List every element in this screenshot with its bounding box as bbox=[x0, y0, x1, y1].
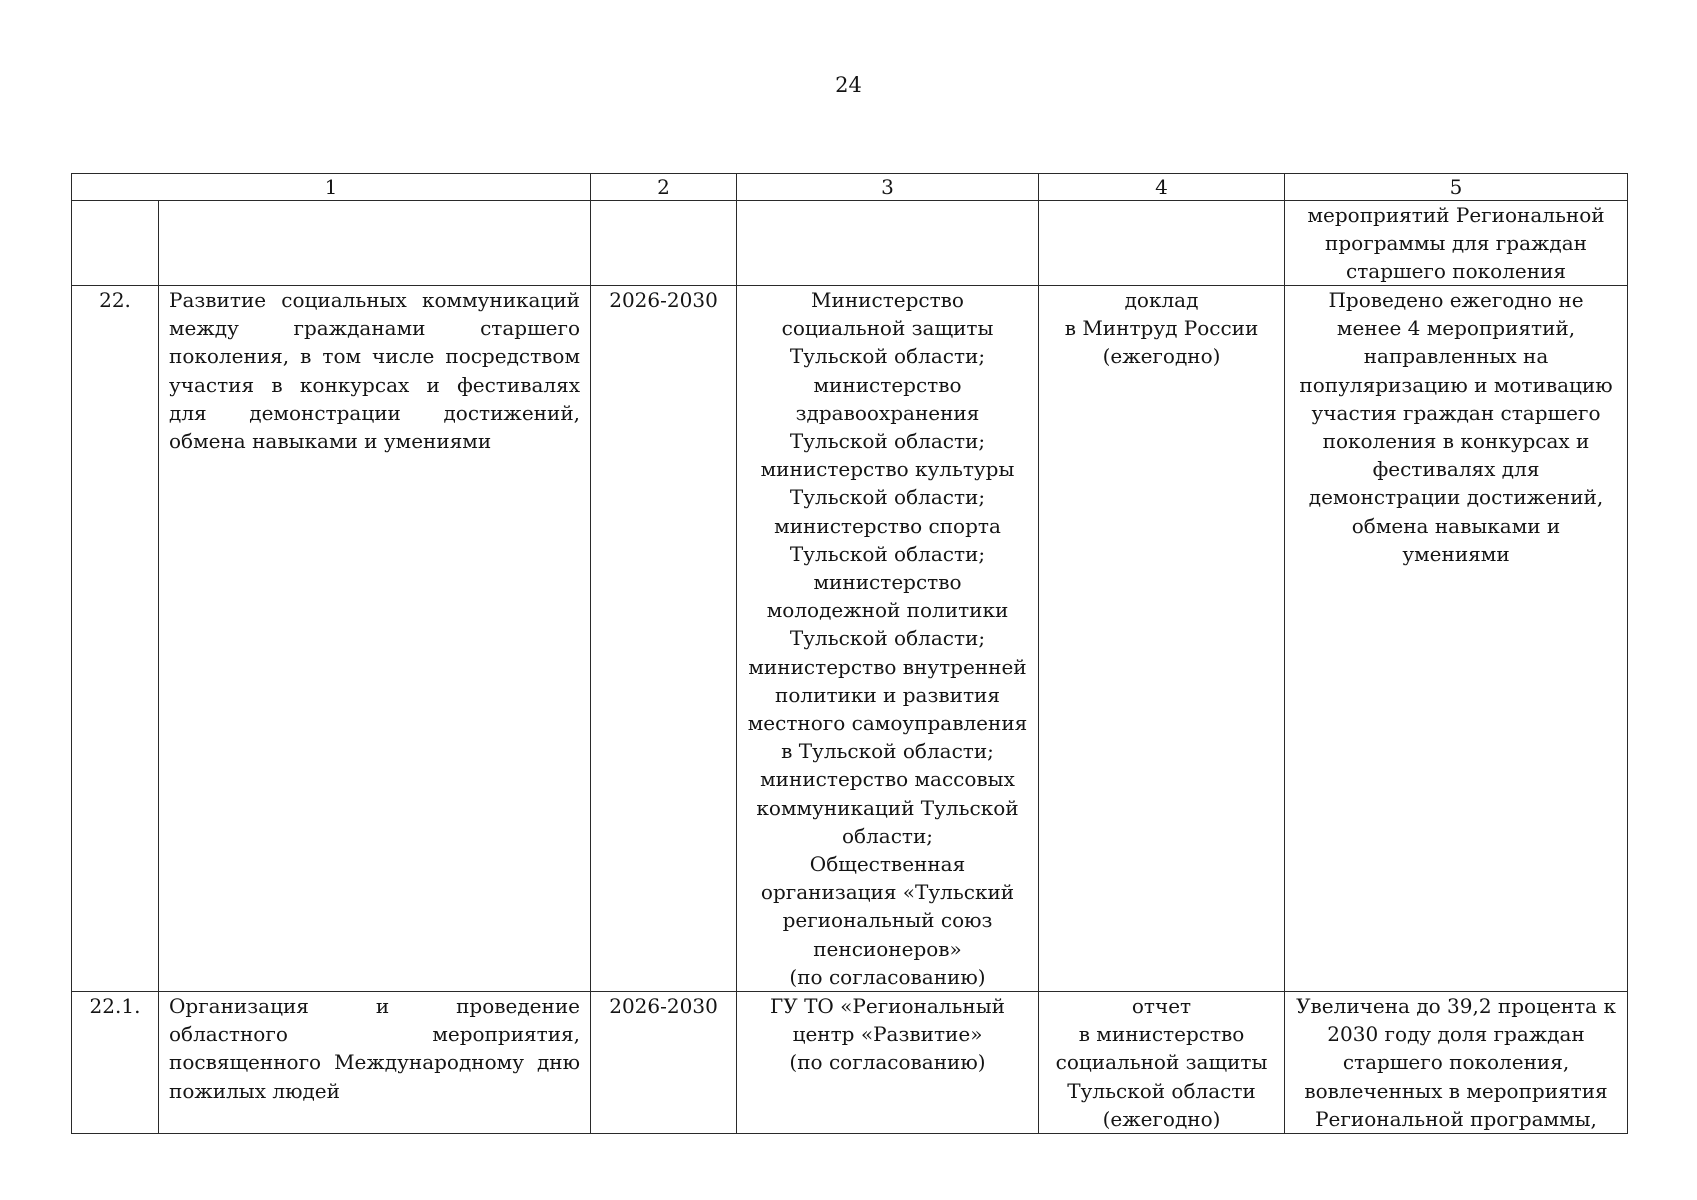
page-number: 24 bbox=[835, 73, 862, 97]
implementation-period: 2026-2030 bbox=[591, 286, 737, 992]
empty-cell bbox=[737, 201, 1039, 286]
executor-line: Общественная организация «Тульский региональный союз пенсионеров» bbox=[760, 852, 1015, 961]
executor-line: министерство спорта Тульской области; bbox=[774, 513, 1001, 566]
column-number-1: 1 bbox=[72, 174, 591, 201]
column-number-3: 3 bbox=[737, 174, 1039, 201]
report-frequency: (ежегодно) bbox=[1102, 1106, 1221, 1131]
row-number: 22.1. bbox=[72, 992, 159, 1134]
executor-line: министерство молодежной политики Тульской области; bbox=[766, 570, 1009, 651]
column-number-5: 5 bbox=[1285, 174, 1628, 201]
table-row bbox=[72, 992, 1628, 1134]
report-type: доклад bbox=[1124, 288, 1199, 312]
executors-cell bbox=[737, 992, 1039, 1134]
implementation-period: 2026-2030 bbox=[591, 992, 737, 1134]
report-frequency: (ежегодно) bbox=[1102, 344, 1221, 369]
column-number-2: 2 bbox=[591, 174, 737, 201]
empty-cell bbox=[1039, 201, 1285, 286]
continuation-results: мероприятий Региональной программы для граждан старшего поколения bbox=[1285, 201, 1628, 286]
measure-name: Развитие социальных коммуникаций между гражданами старшего поколения, в том числе посредством участия в конкурсах и фестивалях для демонстрации достижений, обмена навыками и умениями bbox=[159, 286, 591, 992]
report-type: отчет bbox=[1131, 994, 1192, 1019]
executors-cell bbox=[737, 286, 1039, 992]
expected-results: Увеличена до 39,2 процента к 2030 году доля граждан старшего поколения, вовлеченных в мероприятия Региональной программы, bbox=[1285, 992, 1628, 1134]
executor-line: министерство здравоохранения Тульской области; bbox=[789, 372, 986, 454]
table-row bbox=[72, 286, 1628, 992]
row-number: 22. bbox=[72, 286, 159, 992]
executor-note: (по согласованию) bbox=[789, 1050, 986, 1075]
executor-line: министерство внутренней политики и развития местного самоуправления в Тульской области; bbox=[747, 654, 1028, 764]
empty-cell bbox=[591, 201, 737, 286]
executor-line: ГУ ТО «Региональный центр «Развитие» bbox=[770, 994, 1005, 1047]
expected-results: Проведено ежегодно не менее 4 мероприятий, направленных на популяризацию и мотивацию участия граждан старшего поколения в конкурсах и фестивалях для демонстрации достижений, обмена навыками и умениями bbox=[1285, 286, 1628, 992]
measures-table bbox=[71, 173, 1628, 1134]
report-recipient: в министерство социальной защиты Тульской области bbox=[1055, 1022, 1268, 1103]
column-number-row bbox=[72, 174, 1628, 201]
report-form-cell bbox=[1039, 992, 1285, 1134]
continuation-row bbox=[72, 201, 1628, 286]
report-recipient: в Минтруд России bbox=[1064, 316, 1259, 341]
report-form-cell bbox=[1039, 286, 1285, 992]
executor-note: (по согласованию) bbox=[789, 964, 986, 989]
column-number-4: 4 bbox=[1039, 174, 1285, 201]
measure-name: Организация и проведение областного мероприятия, посвященного Международному дню пожилых людей bbox=[159, 992, 591, 1134]
executor-line: министерство культуры Тульской области; bbox=[760, 457, 1015, 510]
empty-cell bbox=[159, 201, 591, 286]
executor-line: Министерство социальной защиты Тульской области; bbox=[781, 288, 994, 369]
executor-line: министерство массовых коммуникаций Тульской области; bbox=[756, 767, 1019, 848]
empty-cell bbox=[72, 201, 159, 286]
